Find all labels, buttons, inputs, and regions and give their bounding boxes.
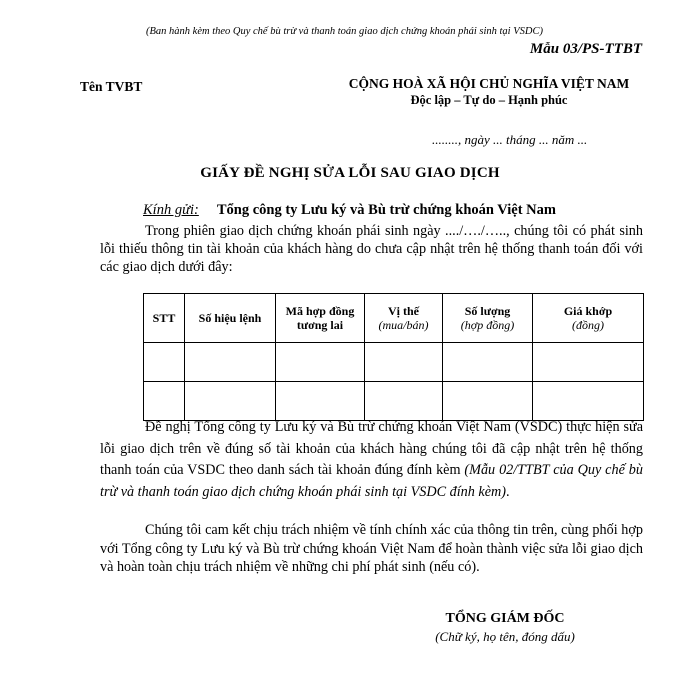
recipient-label: Kính gửi: xyxy=(143,202,199,218)
table-cell xyxy=(443,382,533,421)
table-cell xyxy=(365,343,443,382)
paragraph-request xyxy=(100,417,643,503)
date-line: ........, ngày ... tháng ... năm ... xyxy=(432,132,588,147)
paragraph-request-end: . xyxy=(506,483,510,500)
form-code: Mẫu 03/PS-TTBT xyxy=(529,41,642,57)
table-header-row xyxy=(144,294,644,343)
table-cell xyxy=(276,343,365,382)
paragraph-intro-text: Trong phiên giao dịch chứng khoán phái sinh ngày ..../…./….., chúng tôi có phát sinh lỗi thiếu thông tin tài khoản của khách hàng do chưa cập nhật trên hệ thống thanh toán đối với các giao dịch dưới đây: xyxy=(100,223,643,275)
col-header-futures-code: Mã hợp đồng tương lai xyxy=(276,294,365,343)
paragraph-commitment-text: Chúng tôi cam kết chịu trách nhiệm về tính chính xác của thông tin trên, cùng phối hợp với Tổng công ty Lưu ký và Bù trừ chứng khoán Việt Nam để hoàn thành việc sửa lỗi giao dịch và hoàn toàn chịu trách nhiệm về những chi phí phát sinh (nếu có). xyxy=(100,522,643,575)
col-header-quantity: Số lượng (hợp đồng) xyxy=(443,294,533,343)
table-cell xyxy=(443,343,533,382)
issuance-note: (Ban hành kèm theo Quy chế bù trừ và thanh toán giao dịch chứng khoán phái sinh tại VSDC) xyxy=(146,26,543,37)
paragraph-request-reference: (Mẫu 02/TTBT của Quy chế bù trừ và thanh toán giao dịch chứng khoán phái sinh tại VSDC đính kèm) xyxy=(100,462,643,500)
table-row xyxy=(144,382,644,421)
signer-note: (Chữ ký, họ tên, đóng dấu) xyxy=(435,629,575,644)
col-header-match-price: Giá khớp (đồng) xyxy=(533,294,644,343)
recipient-name: Tổng công ty Lưu ký và Bù trừ chứng khoán Việt Nam xyxy=(216,202,556,218)
col-header-stt: STT xyxy=(144,294,185,343)
table-cell xyxy=(533,382,644,421)
table-cell xyxy=(185,382,276,421)
table-cell xyxy=(365,382,443,421)
paragraph-request-text: Đề nghị Tổng công ty Lưu ký và Bù trừ chứng khoán Việt Nam (VSDC) thực hiện sửa lỗi giao dịch trên về đúng số tài khoản của khách hàng chúng tôi đã cập nhật trên hệ thống thanh toán của VSDC theo danh sách tài khoản đúng đính kèm xyxy=(100,419,643,478)
document-title: GIẤY ĐỀ NGHỊ SỬA LỖI SAU GIAO DỊCH xyxy=(200,165,500,181)
col-header-position: Vị thế (mua/bán) xyxy=(365,294,443,343)
table-row xyxy=(144,343,644,382)
signer-title: TỔNG GIÁM ĐỐC xyxy=(445,611,565,626)
table-cell xyxy=(276,382,365,421)
table-cell xyxy=(185,343,276,382)
organization-label: Tên TVBT xyxy=(80,79,143,94)
table-cell xyxy=(144,382,185,421)
national-motto: Độc lập – Tự do – Hạnh phúc xyxy=(410,93,568,107)
recipient-line xyxy=(143,202,556,219)
transactions-table xyxy=(143,293,644,421)
national-title: CỘNG HOÀ XÃ HỘI CHỦ NGHĨA VIỆT NAM xyxy=(348,76,630,91)
col-header-order-number: Số hiệu lệnh xyxy=(185,294,276,343)
table-cell xyxy=(533,343,644,382)
paragraph-intro xyxy=(100,222,643,276)
table-cell xyxy=(144,343,185,382)
paragraph-commitment xyxy=(100,521,643,577)
